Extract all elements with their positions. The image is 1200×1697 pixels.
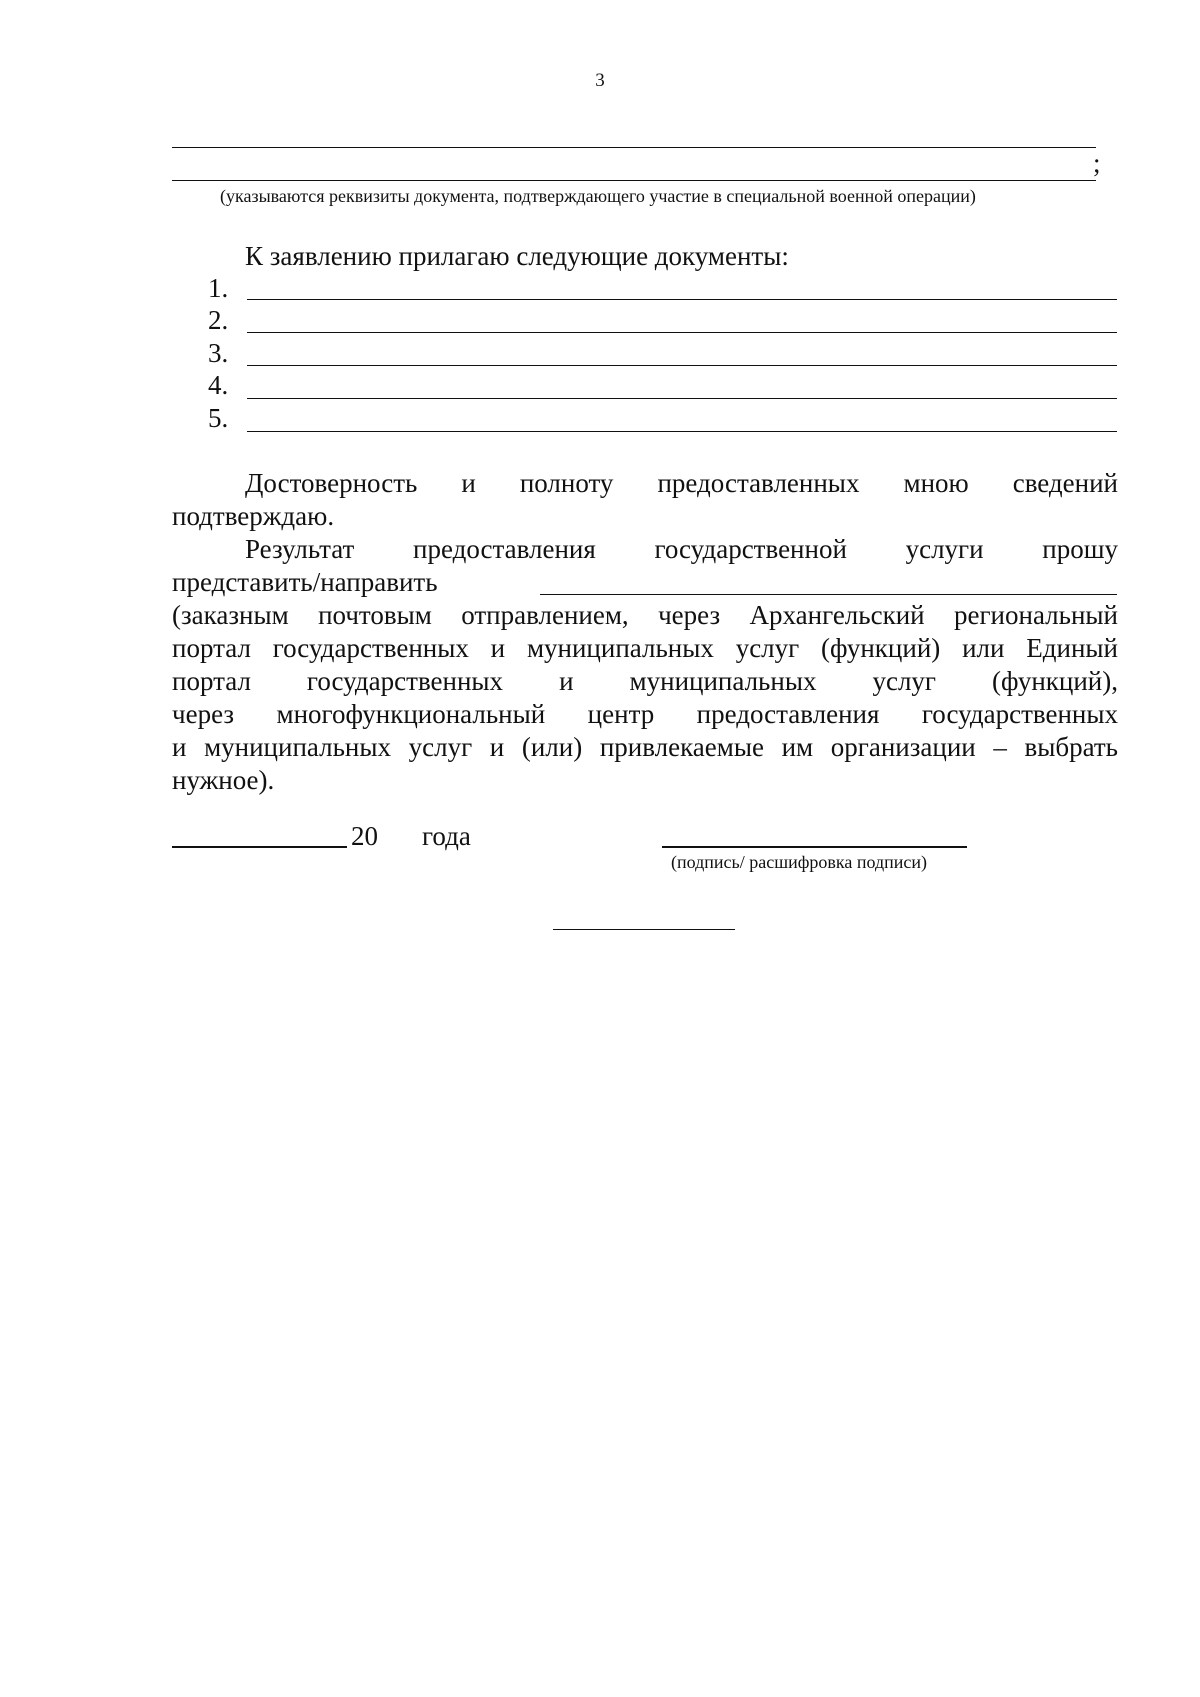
date-year-word: года	[422, 821, 471, 851]
attachment-line-3[interactable]	[247, 365, 1117, 366]
result-line-6: через многофункциональный центр предоставления государственных	[172, 699, 1118, 729]
confirmation-line-1: Достоверность и полноту предоставленных мною сведений	[245, 468, 1118, 498]
signature-caption: (подпись/ расшифровка подписи)	[671, 852, 927, 872]
result-line-4: портал государственных и муниципальных услуг (функций) или Единый	[172, 633, 1118, 663]
attachment-number-3: 3.	[208, 338, 229, 368]
attachment-number-1: 1.	[208, 273, 229, 303]
requisites-line-2[interactable]	[172, 180, 1096, 181]
result-line-1: Результат предоставления государственной услуги прошу	[245, 534, 1118, 564]
requisites-caption: (указываются реквизиты документа, подтверждающего участие в специальной военной операции)	[220, 186, 976, 206]
result-line-3: (заказным почтовым отправлением, через Архангельский региональный	[172, 600, 1118, 630]
attachment-number-5: 5.	[208, 403, 229, 433]
attachments-intro: К заявлению прилагаю следующие документы:	[245, 241, 789, 271]
closing-separator	[553, 929, 735, 930]
confirmation-line-2: подтверждаю.	[172, 501, 335, 531]
attachment-line-4[interactable]	[247, 398, 1117, 399]
page-number: 3	[595, 70, 605, 91]
date-year-prefix: 20	[351, 821, 378, 851]
date-line[interactable]	[172, 846, 347, 848]
attachment-line-1[interactable]	[247, 299, 1117, 300]
result-line-7: и муниципальных услуг и (или) привлекаемые им организации – выбрать	[172, 732, 1118, 762]
requisites-line-1[interactable]	[172, 147, 1096, 148]
attachment-line-5[interactable]	[247, 431, 1117, 432]
delivery-method-line[interactable]	[540, 594, 1117, 595]
attachment-line-2[interactable]	[247, 332, 1117, 333]
result-line-5: портал государственных и муниципальных услуг (функций),	[172, 666, 1118, 696]
attachment-number-4: 4.	[208, 370, 229, 400]
attachment-number-2: 2.	[208, 305, 229, 335]
result-line-2: представить/направить	[172, 567, 438, 597]
requisites-semicolon: ;	[1093, 148, 1101, 178]
result-line-8: нужное).	[172, 765, 275, 795]
signature-line[interactable]	[662, 846, 967, 848]
